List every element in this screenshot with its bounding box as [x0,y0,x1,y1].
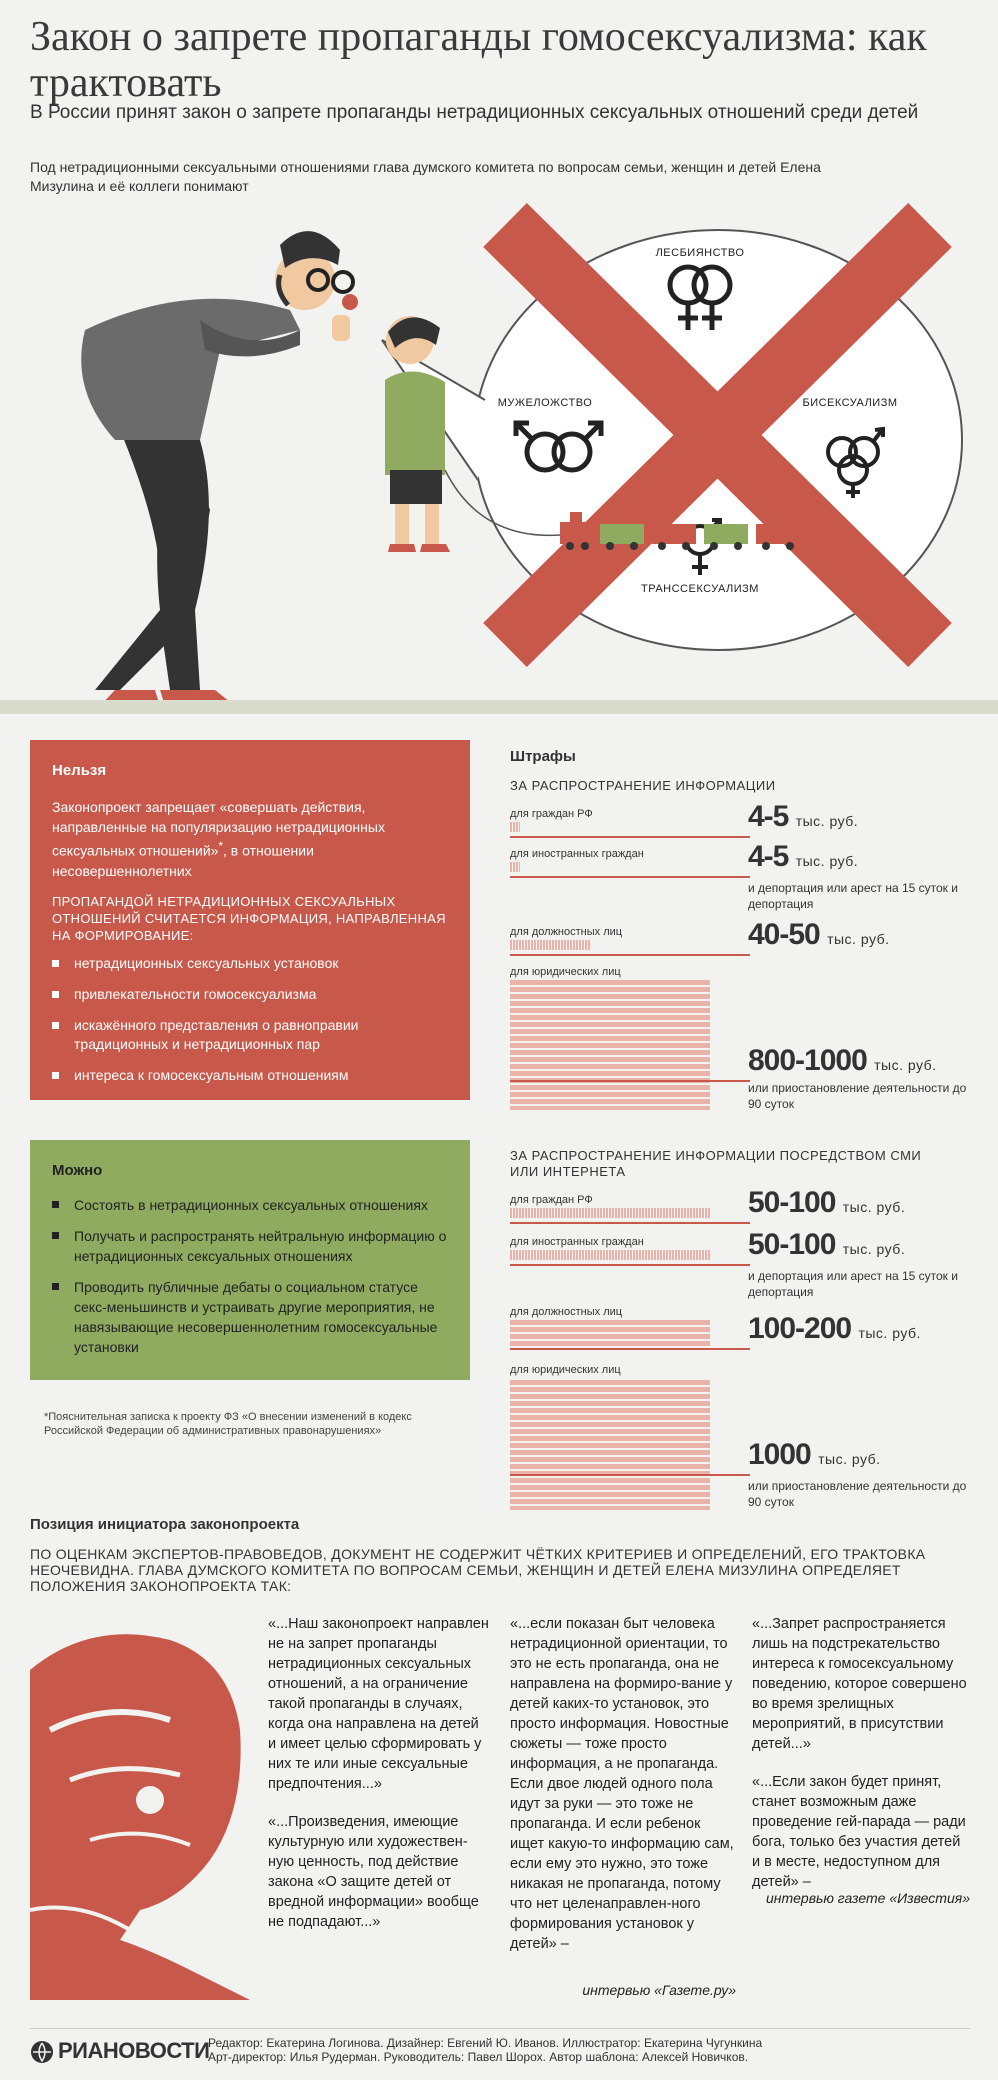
man-figure [81,231,358,706]
forbidden-panel [30,740,470,1100]
fines-section-2: ЗА РАСПРОСТРАНЕНИЕ ИНФОРМАЦИИ ПОСРЕДСТВОМ СМИ ИЛИ ИНТЕРНЕТА [510,1148,922,1179]
quote: «...Если закон будет принят, станет возможным даже проведение гей-парада — ради бога, только без участия детей и в месте, недоступном для детей» – [752,1774,966,1890]
forbidden-heading: Нельзя [52,762,107,779]
quote: «...Произведения, имеющие культурную или художествен-ную ценность, под действие закона «О защите детей от вредной информации» вообще не подпадают...» [268,1814,479,1930]
list-item: Проводить публичные дебаты о социальном статусе секс-меньшинств и устраивать другие мероприятия, не навязывающие несовершеннолетним гомосексуальные установки [52,1277,448,1357]
fine-value: 50-100 тыс. руб. [748,1228,906,1261]
quote-column-3 [752,1614,970,1910]
label-lesbianism: ЛЕСБИЯНСТВО [655,247,745,259]
fine-bar [510,940,590,950]
fine-unit: тыс. руб. [818,1451,881,1467]
forbidden-text [52,797,448,881]
intro-text: Под нетрадиционными сексуальными отношениями глава думского комитета по вопросам семьи, женщин и детей Елена Мизулина и её коллеги понимают [30,159,821,194]
allowed-list [52,1195,448,1357]
list-item: интереса к гомосексуальным отношениям [52,1066,448,1085]
fine-label: для должностных лиц [510,1306,623,1318]
label-transsexuality: ТРАНССЕКСУАЛИЗМ [641,583,759,595]
forbidden-text-main: Законопроект запрещает «совершать действия, направленные на популяризацию нетрадиционных сексуальных отношений» [52,799,385,859]
portrait-illustration [30,1610,250,2000]
fine-line [510,836,750,838]
ria-logo-icon [30,2040,54,2064]
fine-unit: тыс. руб. [874,1057,937,1073]
fine-unit: тыс. руб. [795,813,859,829]
fine-bar [510,1320,710,1346]
illustration [0,190,998,720]
quote: «...если показан быт человека нетрадиционной ориентации, то это не есть пропаганда, она не направлена на формиро-вание у детей каких-то установок, это просто информация. Новостные сюжеты — тоже просто информация, а не пропаганда. Если двое людей одного пола идут за руки — это тоже не пропаганда. И если ребенок ищет какую-то информацию сам, если ему это нужно, это тоже никакая не пропаганда, потому что нет целенаправлен-ного формирования установок у детей» – [510,1616,734,1952]
fine-bar [510,1250,710,1260]
position-lead: ПО ОЦЕНКАМ ЭКСПЕРТОВ-ПРАВОВЕДОВ, ДОКУМЕНТ НЕ СОДЕРЖИТ ЧЁТКИХ КРИТЕРИЕВ И ОПРЕДЕЛЕНИЙ, ЕГО ТРАКТОВКА НЕОЧЕВИДНА. ГЛАВА ДУМСКОГО КОМИТЕТА ПО ВОПРОСАМ СЕМЬИ, ЖЕНЩИН И ДЕТЕЙ ЕЛЕНА МИЗУЛИНА ОПРЕДЕЛЯЕТ ПОЛОЖЕНИЯ ЗАКОНОПРОЕКТА ТАК: [30,1546,926,1594]
fine-label: для должностных лиц [510,926,623,938]
quote: «...Запрет распространяется лишь на подстрекательство интереса к гомосексуальному поведению, которое совершено во время зрелищных мероприятий, в присутствии детей...» [752,1616,967,1752]
fine-value: 1000 тыс. руб. [748,1438,881,1471]
citation: интервью «Газете.ру» [582,1982,736,1998]
citation: интервью газете «Известия» [765,1890,970,1906]
fine-note: и депортация или арест на 15 суток и депортация [748,1269,958,1299]
fine-line [510,1080,750,1082]
quote-column-1 [268,1614,490,1950]
fine-value: 50-100 тыс. руб. [748,1186,906,1219]
fine-note: или приостановление деятельности до 90 суток [748,1479,967,1509]
label-bisexuality: БИСЕКСУАЛИЗМ [802,397,898,409]
forbidden-caps: ПРОПАГАНДОЙ НЕТРАДИЦИОННЫХ СЕКСУАЛЬНЫХ ОТНОШЕНИЙ СЧИТАЕТСЯ ИНФОРМАЦИЯ, НАПРАВЛЕННАЯ НА ФОРМИРОВАНИЕ: [52,893,446,943]
fine-label: для граждан РФ [510,1194,593,1206]
fine-bar [510,1380,710,1510]
fine-value: 4-5 тыс. руб. [748,840,859,873]
fine-value: 100-200 тыс. руб. [748,1312,921,1345]
list-item: Получать и распространять нейтральную информацию о нетрадиционных сексуальных отношениях [52,1226,448,1266]
list-item: искажённого представления о равноправии традиционных и нетрадиционных пар [52,1016,448,1054]
fine-label: для юридических лиц [510,1364,621,1376]
fine-value: 4-5 тыс. руб. [748,800,859,833]
fine-line [510,1222,750,1224]
page-subtitle: В России принят закон о запрете пропаганды нетрадиционных сексуальных отношений среди детей [30,102,919,123]
credits [208,2036,762,2064]
credits-line: Редактор: Екатерина Логинова. Дизайнер: Евгений Ю. Иванов. Иллюстратор: Екатерина Чугункина [208,2036,763,2050]
quote: «...Наш законопроект направлен не на запрет пропаганды нетрадиционных сексуальных отношений, а на ограничение такой пропаганды в случаях, когда она направлена на детей и имеет целью сформировать у них те или иные сексуальные предпочтения...» [268,1616,489,1792]
fine-bar [510,980,710,1110]
fine-unit: тыс. руб. [795,853,859,869]
quote-column-2 [510,1614,736,1972]
position-title: Позиция инициатора законопроекта [30,1516,300,1533]
fine-bar [510,822,520,832]
fine-note: и депортация или арест на 15 суток и депортация [748,881,958,911]
list-item: нетрадиционных сексуальных установок [52,954,448,973]
fine-line [510,876,750,878]
fine-line [510,954,750,956]
fine-label: для иностранных граждан [510,848,644,860]
fine-unit: тыс. руб. [842,1241,906,1257]
fine-line [510,1264,750,1266]
fine-label: для иностранных граждан [510,1236,644,1248]
fine-value: 800-1000 тыс. руб. [748,1044,937,1077]
forbidden-text-tail: , в отношении несовершеннолетних [52,842,314,879]
fine-value: 40-50 тыс. руб. [748,918,890,951]
fine-note: или приостановление деятельности до 90 суток [748,1081,967,1111]
fine-unit: тыс. руб. [827,931,890,947]
ground-strip [0,700,998,714]
fine-label: для граждан РФ [510,808,593,820]
label-male-homosexuality: МУЖЕЛОЖСТВО [497,397,593,409]
fine-label: для юридических лиц [510,966,621,978]
fines-section-1: ЗА РАСПРОСТРАНЕНИЕ ИНФОРМАЦИИ [510,778,776,793]
ria-logo: РИАНОВОСТИ [58,2038,210,2063]
fine-unit: тыс. руб. [858,1325,921,1341]
list-item: привлекательности гомосексуализма [52,985,448,1004]
fine-line [510,1474,750,1476]
forbidden-list [52,954,448,1085]
fine-unit: тыс. руб. [842,1199,906,1215]
allowed-panel [30,1140,470,1380]
credits-line: Арт-директор: Илья Рудерман. Руководитель: Павел Шорох. Автор шаблона: Алексей Новичков. [208,2050,749,2064]
fines-title: Штрафы [510,748,576,765]
list-item: Состоять в нетрадиционных сексуальных отношениях [52,1195,448,1215]
fine-line [510,1348,750,1350]
footnote-mark: * [218,840,223,853]
page-title: Закон о запрете пропаганды гомосексуализма: как трактовать [30,14,927,106]
fine-bar [510,1208,710,1218]
allowed-heading: Можно [52,1162,103,1179]
footnote: *Пояснительная записка к проекту ФЗ «О внесении изменений в кодекс Российской Федерации об административных правонарушениях» [44,1411,412,1437]
fine-bar [510,862,520,872]
